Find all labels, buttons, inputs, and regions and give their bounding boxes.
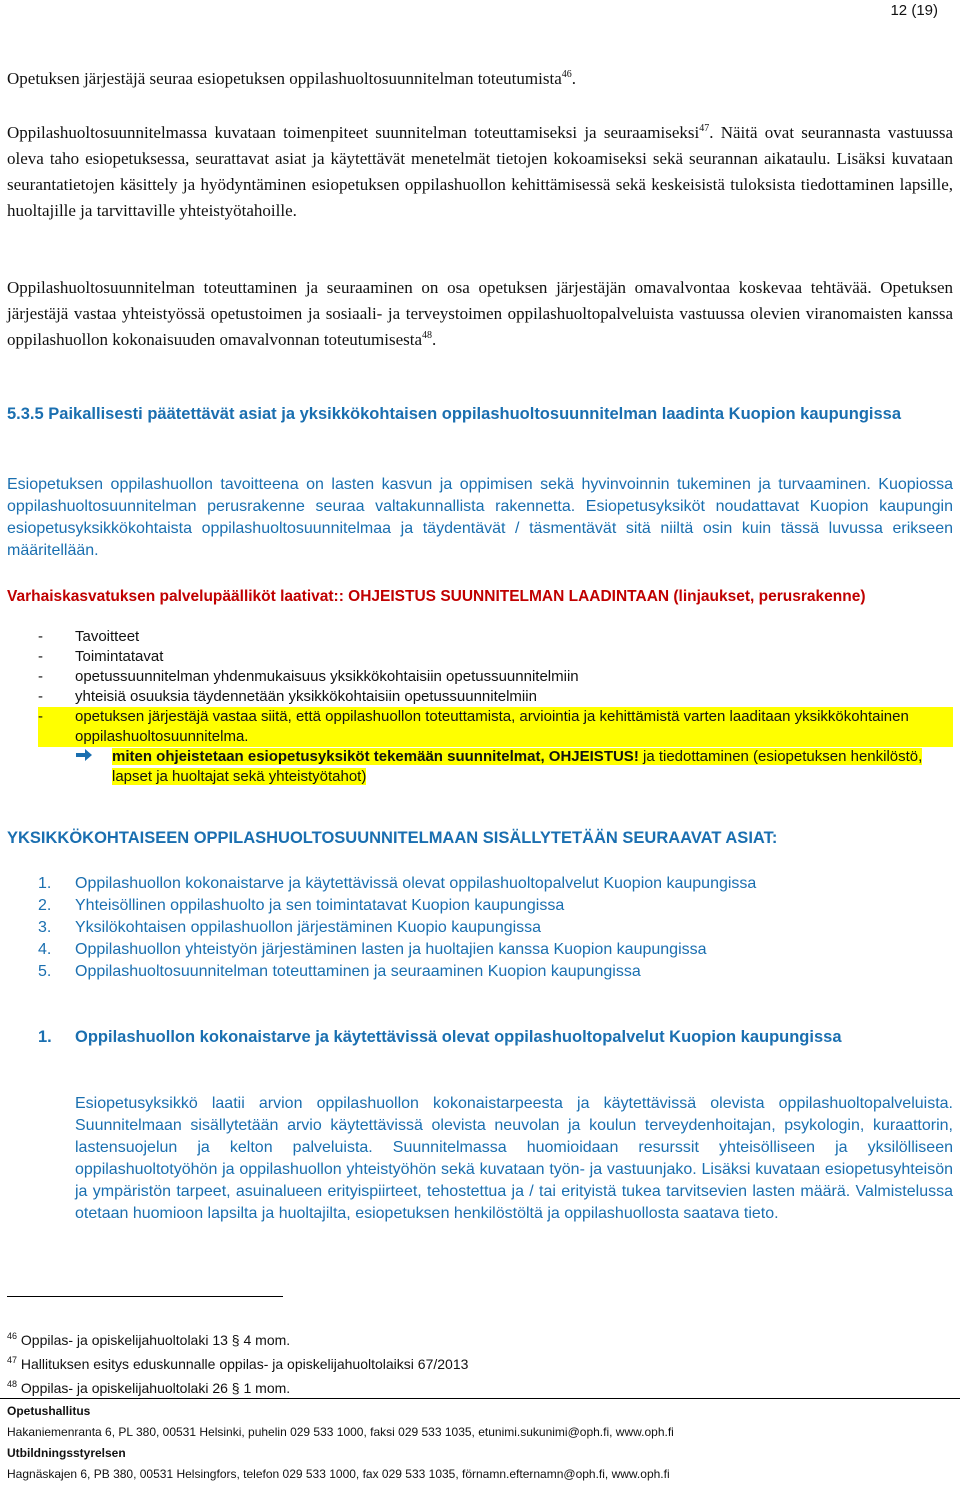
numbered-item	[38, 961, 953, 983]
paragraph-text: Opetuksen järjestäjä seuraa esiopetuksen oppilashuoltosuunnitelman toteutumista	[7, 69, 562, 88]
dash-list	[38, 627, 953, 747]
numbered-item	[38, 873, 953, 895]
footnote-number: 46	[7, 1331, 18, 1341]
item-number: 1.	[38, 875, 52, 892]
page-number: 12 (19)	[890, 2, 938, 19]
list-item-text: opetussuunnitelman yhdenmukaisuus yksikkökohtaisiin opetussuunnitelmiin	[75, 668, 579, 685]
footer-org: Opetushallitus	[7, 1404, 91, 1418]
item-number: 5.	[38, 963, 52, 980]
red-heading-label: Varhaiskasvatuksen palvelupäälliköt laativat::	[7, 588, 349, 605]
paragraph-omavalvonta	[7, 275, 953, 353]
footnote-ref[interactable]: 46	[561, 69, 572, 80]
right-arrow-icon	[75, 747, 112, 787]
item-text: Oppilashuoltosuunnitelman toteuttaminen ja seuraaminen Kuopion kaupungissa	[75, 963, 641, 980]
list-item-text: Tavoitteet	[75, 628, 140, 645]
item-number: 2.	[38, 897, 52, 914]
dash-marker: -	[38, 628, 43, 645]
section-paragraph: Esiopetuksen oppilashuollon tavoitteena on lasten kasvun ja oppimisen sekä hyvinvoinnin tukeminen ja turvaaminen. Kuopiossa oppilashuoltosuunnitelman perusrakenne seuraa valtakunnallista rakennetta. Esiopetusyksiköt noudattavat Kuopion kaupungin esiopetusyksikkökohtaista oppilashuoltosuunnitelmaa ja täydentävät / täsmentävät sitä niiltä osin kuin tässä luvussa erikseen määritellään.	[7, 476, 953, 559]
list-item	[38, 667, 953, 687]
footer	[7, 1401, 674, 1485]
list-item	[38, 627, 953, 647]
footer-separator	[0, 1398, 960, 1399]
item-number: 3.	[38, 919, 52, 936]
arrow-item	[75, 747, 953, 787]
numbered-item	[38, 895, 953, 917]
dash-marker: -	[38, 648, 43, 665]
paragraph-text-cont: . Näitä ovat seurannasta vastuussa oleva taho esiopetuksessa, seurattavat asiat ja käytettävät menetelmät tietojen kokoamiseksi sekä seurannan aikataulu. Lisäksi kuvataan seurantatietojen käsittely ja hyödyntäminen esiopetuksen oppilashuollon kehittämisessä sekä keskeisistä tuloksista tiedottaminen lapsille, huoltajille ja tarvittaville yhteistyötahoille.	[7, 123, 953, 220]
footer-org: Utbildningsstyrelsen	[7, 1446, 126, 1460]
list-item-highlighted	[38, 707, 953, 747]
footnote-number: 47	[7, 1355, 18, 1365]
footnote-text: Hallituksen esitys eduskunnalle oppilas- ja opiskelijahuoltolaiksi 67/2013	[20, 1356, 469, 1372]
list-item	[38, 687, 953, 707]
numbered-list	[38, 873, 953, 983]
list-item-text: opetuksen järjestäjä vastaa siitä, että oppilashuollon toteuttamista, arviointia ja kehittämistä varten laaditaan yksikkökohtainen oppilashuoltosuunnitelma.	[75, 707, 953, 747]
paragraph-suunnitelma	[7, 120, 953, 224]
item-number: 4.	[38, 941, 52, 958]
subsection-paragraph: Esiopetusyksikkö laatii arvion oppilashuollon kokonaistarpeesta ja käytettävissä olevista oppilashuoltopalveluista. Suunnitelmaan sisällytetään arvio käytettävissä olevista neuvolan ja koulun terveydenhoitajan, psykologin, kuraattorin, lastensuojelun ja kelton palveluista. Suunnitelmassa huomioidaan resurssit yhteisölliseen ja yksilölliseen oppilashuoltotyöhön ja oppilashuollon yhteistyöhön sekä kuvataan työn- ja vastuunjako. Lisäksi kuvataan esiopetusyhteisön ja ympäristön tarpeet, asuinalueen erityispiirteet, tehostettua ja / tai erityistä tukea tarvitsevien lasten määrä. Valmistelussa otetaan huomioon lapsilta ja huoltajilta, esiopetuksen henkilöstöltä ja oppilashuollosta saatava tieto.	[75, 1095, 953, 1222]
footnotes	[7, 1328, 468, 1400]
subsection-number: 1.	[38, 1028, 52, 1046]
paragraph-text: Oppilashuoltosuunnitelman toteuttaminen ja seuraaminen on osa opetuksen järjestäjän omavalvontaa koskevaa tehtävää. Opetuksen järjestäjä vastaa yhteistyössä opetustoimen ja sosiaali- ja terveystoimen oppilashuoltopalveluista vastuussa olevien viranomaisten kanssa oppilashuollon kokonaisuuden omavalvonnan toteutumisesta	[7, 278, 953, 349]
numbered-item	[38, 917, 953, 939]
subsection-heading	[38, 1026, 953, 1048]
footnote-separator	[7, 1296, 283, 1297]
arrow-item-text: ja tiedottaminen (esiopetuksen henkilöstö, lapset ja huoltajat sekä yhteistyötahot)	[112, 748, 923, 785]
footnote-text: Oppilas- ja opiskelijahuoltolaki 13 § 4 mom.	[20, 1332, 291, 1348]
footnote-ref[interactable]: 48	[422, 330, 433, 341]
item-text: Yhteisöllinen oppilashuolto ja sen toimintatavat Kuopion kaupungissa	[75, 897, 565, 914]
section-heading: 5.3.5 Paikallisesti päätettävät asiat ja yksikkökohtaisen oppilashuoltosuunnitelman laadinta Kuopion kaupungissa	[7, 405, 902, 423]
list-item-text: Toimintatavat	[75, 648, 164, 665]
footnote	[7, 1352, 468, 1376]
item-text: Oppilashuollon yhteistyön järjestäminen lasten ja huoltajien kanssa Kuopion kaupungissa	[75, 941, 707, 958]
list-item-text: yhteisiä osuuksia täydennetään yksikkökohtaisiin opetussuunnitelmiin	[75, 688, 537, 705]
dash-marker: -	[38, 688, 43, 705]
item-text: Yksilökohtaisen oppilashuollon järjestäminen Kuopio kaupungissa	[75, 919, 542, 936]
footnote	[7, 1376, 468, 1400]
red-heading	[7, 587, 953, 607]
footnote-number: 48	[7, 1379, 18, 1389]
paragraph-text: Oppilashuoltosuunnitelmassa kuvataan toimenpiteet suunnitelman toteuttamiseksi ja seuraamiseksi	[7, 123, 700, 142]
footer-address: Hagnäskajen 6, PB 380, 00531 Helsingfors, telefon 029 533 1000, fax 029 533 1035, förnamn.efternamn@oph.fi, www.oph.fi	[7, 1467, 670, 1481]
dash-marker: -	[38, 668, 43, 685]
footnote-text: Oppilas- ja opiskelijahuoltolaki 26 § 1 mom.	[20, 1380, 291, 1396]
caps-heading: YKSIKKÖKOHTAISEEN OPPILASHUOLTOSUUNNITELMAAN SISÄLLYTETÄÄN SEURAAVAT ASIAT:	[7, 829, 778, 847]
arrow-item-bold: miten ohjeistetaan esiopetusyksiköt tekemään suunnitelmat, OHJEISTUS!	[112, 748, 639, 765]
numbered-item	[38, 939, 953, 961]
footnote	[7, 1328, 468, 1352]
footer-address: Hakaniemenranta 6, PL 380, 00531 Helsinki, puhelin 029 533 1000, faksi 029 533 1035, etunimi.sukunimi@oph.fi, www.oph.fi	[7, 1425, 674, 1439]
subsection-title: Oppilashuollon kokonaistarve ja käytettävissä olevat oppilashuoltopalvelut Kuopion kaupungissa	[75, 1028, 842, 1046]
footnote-ref[interactable]: 47	[699, 123, 710, 134]
list-item	[38, 647, 953, 667]
dash-marker: -	[38, 707, 75, 747]
paragraph-seuranta	[7, 66, 953, 92]
item-text: Oppilashuollon kokonaistarve ja käytettävissä olevat oppilashuoltopalvelut Kuopion kaupungissa	[75, 875, 757, 892]
paragraph-end: .	[432, 330, 437, 349]
red-heading-title: OHJEISTUS SUUNNITELMAN LAADINTAAN (linjaukset, perusrakenne)	[348, 588, 866, 605]
paragraph-end: .	[571, 69, 576, 88]
